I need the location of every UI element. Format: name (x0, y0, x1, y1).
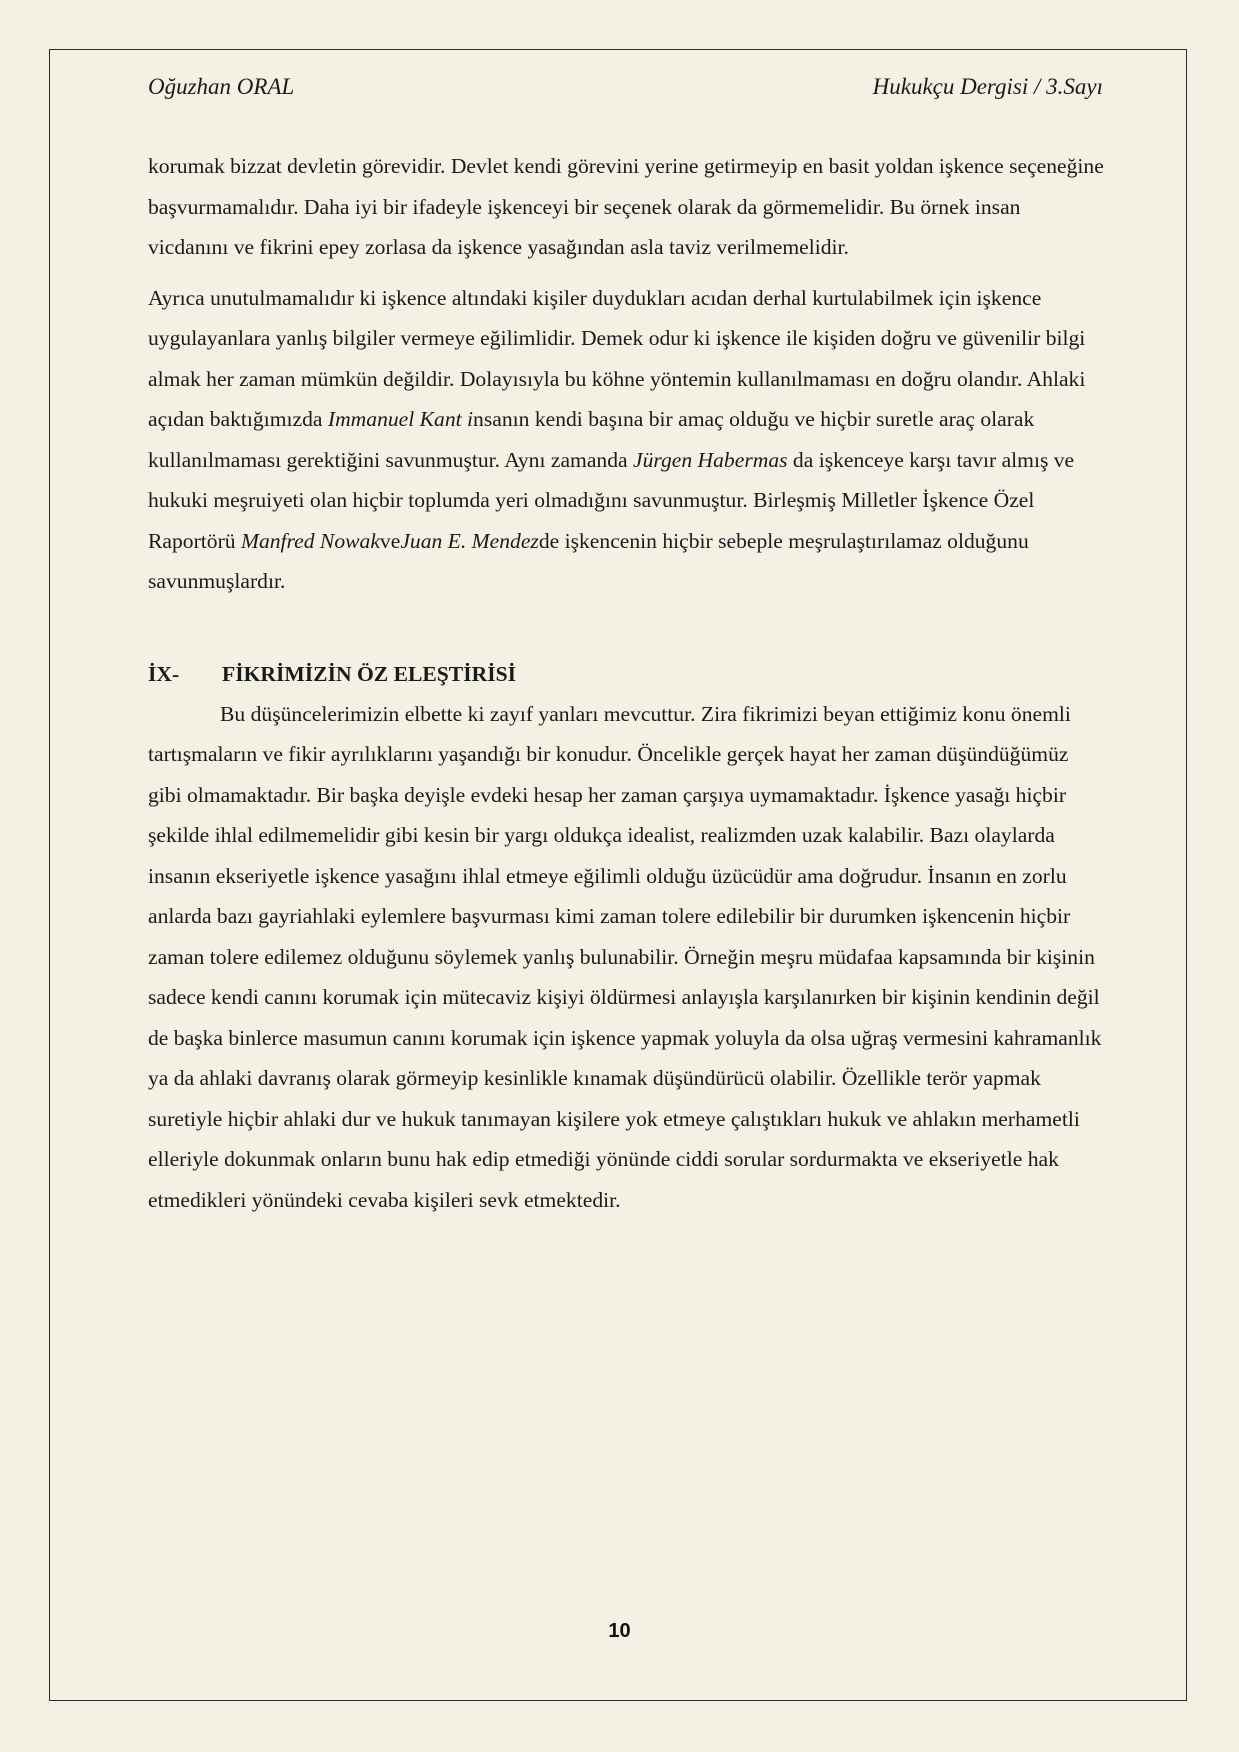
paragraph-2-text-2: nsanın kendi başına bir amaç olduğu ve hiçbir suretle araç olarak kullanılmaması gerektiğini savunmuştur. Aynı zamanda (148, 407, 1035, 472)
paragraph-2-text-4: de işkencenin hiçbir sebeple meşrulaştırılamaz olduğunu savunmuşlardır. (148, 528, 1029, 593)
name-mendez: Juan E. Mendez (400, 528, 539, 553)
paragraph-3: Bu düşüncelerimizin elbette ki zayıf yanları mevcuttur. Zira fikrimizi beyan ettiğimiz konu önemli tartışmaların ve fikir ayrılıklarını yaşandığı bir konudur. Öncelikle gerçek hayat her zaman düşündüğümüz gibi olmamaktadır. Bir başka deyişle evdeki hesap her zaman çarşıya uymamaktadır. İşkence yasağı hiçbir şekilde ihlal edilmemelidir gibi kesin bir yargı oldukça idealist, realizmden uzak kalabilir. Bazı olaylarda insanın ekseriyetle işkence yasağını ihlal etmeye eğilimli olduğu üzücüdür ama doğrudur. İnsanın en zorlu anlarda bazı gayriahlaki eylemlere başvurması kimi zaman tolere edilebilir bir durumken işkencenin hiçbir zaman tolere edilemez olduğunu söylemek yanlış bulunabilir. Örneğin meşru müdafaa kapsamında bir kişinin sadece kendi canını korumak için mütecaviz kişiyi öldürmesi anlayışla karşılanırken bir kişinin kendinin değil de başka binlerce masumun canını korumak için işkence yapmak yoluyla da olsa uğraş vermesini kahramanlık ya da ahlaki davranış olarak görmeyip kesinlikle kınamak düşündürücü olabilir. Özellikle terör yapmak suretiyle hiçbir ahlaki dur ve hukuk tanımayan kişilere yok etmeye çalıştıkları hukuk ve ahlakın merhametli elleriyle dokunmak onların bunu hak edip etmediği yönünde ciddi sorular sordurmakta ve ekseriyetle hak etmedikleri yönündeki cevaba kişileri sevk etmektedir. (148, 701, 1102, 1212)
section-title: FİKRİMİZİN ÖZ ELEŞTİRİSİ (222, 661, 517, 686)
name-kant: Immanuel Kant i (327, 407, 474, 431)
paragraph-2-text-3: da işkenceye karşı tavır almış ve hukuki meşruiyeti olan hiçbir toplumda yeri olmadığını savunmuştur. Birleşmiş Milletler İşkence Özel Raportörü (148, 447, 1075, 553)
section-heading (148, 654, 1105, 694)
paragraph-1: korumak bizzat devletin görevidir. Devlet kendi görevini yerine getirmeyip en basit yoldan işkence seçeneğine başvurmamalıdır. Daha iyi bir ifadeyle işkenceyi bir seçenek olarak da görmemelidir. Bu örnek insan vicdanını ve fikrini epey zorlasa da işkence yasağından asla taviz verilmemelidir. (148, 154, 1104, 259)
paragraph-2 (148, 278, 1105, 602)
conjunction-ve: ve (379, 528, 401, 553)
header-journal: Hukukçu Dergisi / 3.Sayı (872, 74, 1103, 99)
body-text (148, 146, 1105, 1220)
running-header (148, 74, 1103, 104)
name-habermas: Jürgen Habermas (632, 447, 788, 472)
name-nowak: Manfred Nowak (240, 528, 380, 553)
page-number: 10 (608, 1620, 631, 1642)
section-number: İX- (148, 661, 180, 686)
paragraph-2-text-1: Ayrıca unutulmamalıdır ki işkence altındaki kişiler duydukları acıdan derhal kurtulabilmek için işkence uygulayanlara yanlış bilgiler vermeye eğilimlidir. Demek odur ki işkence ile kişiden doğru ve güvenilir bilgi almak her zaman mümkün değildir. Dolayısıyla bu köhne yöntemin kullanılmaması en doğru olandır. Ahlaki açıdan baktığımızda (148, 285, 1086, 431)
header-author: Oğuzhan ORAL (148, 74, 295, 99)
